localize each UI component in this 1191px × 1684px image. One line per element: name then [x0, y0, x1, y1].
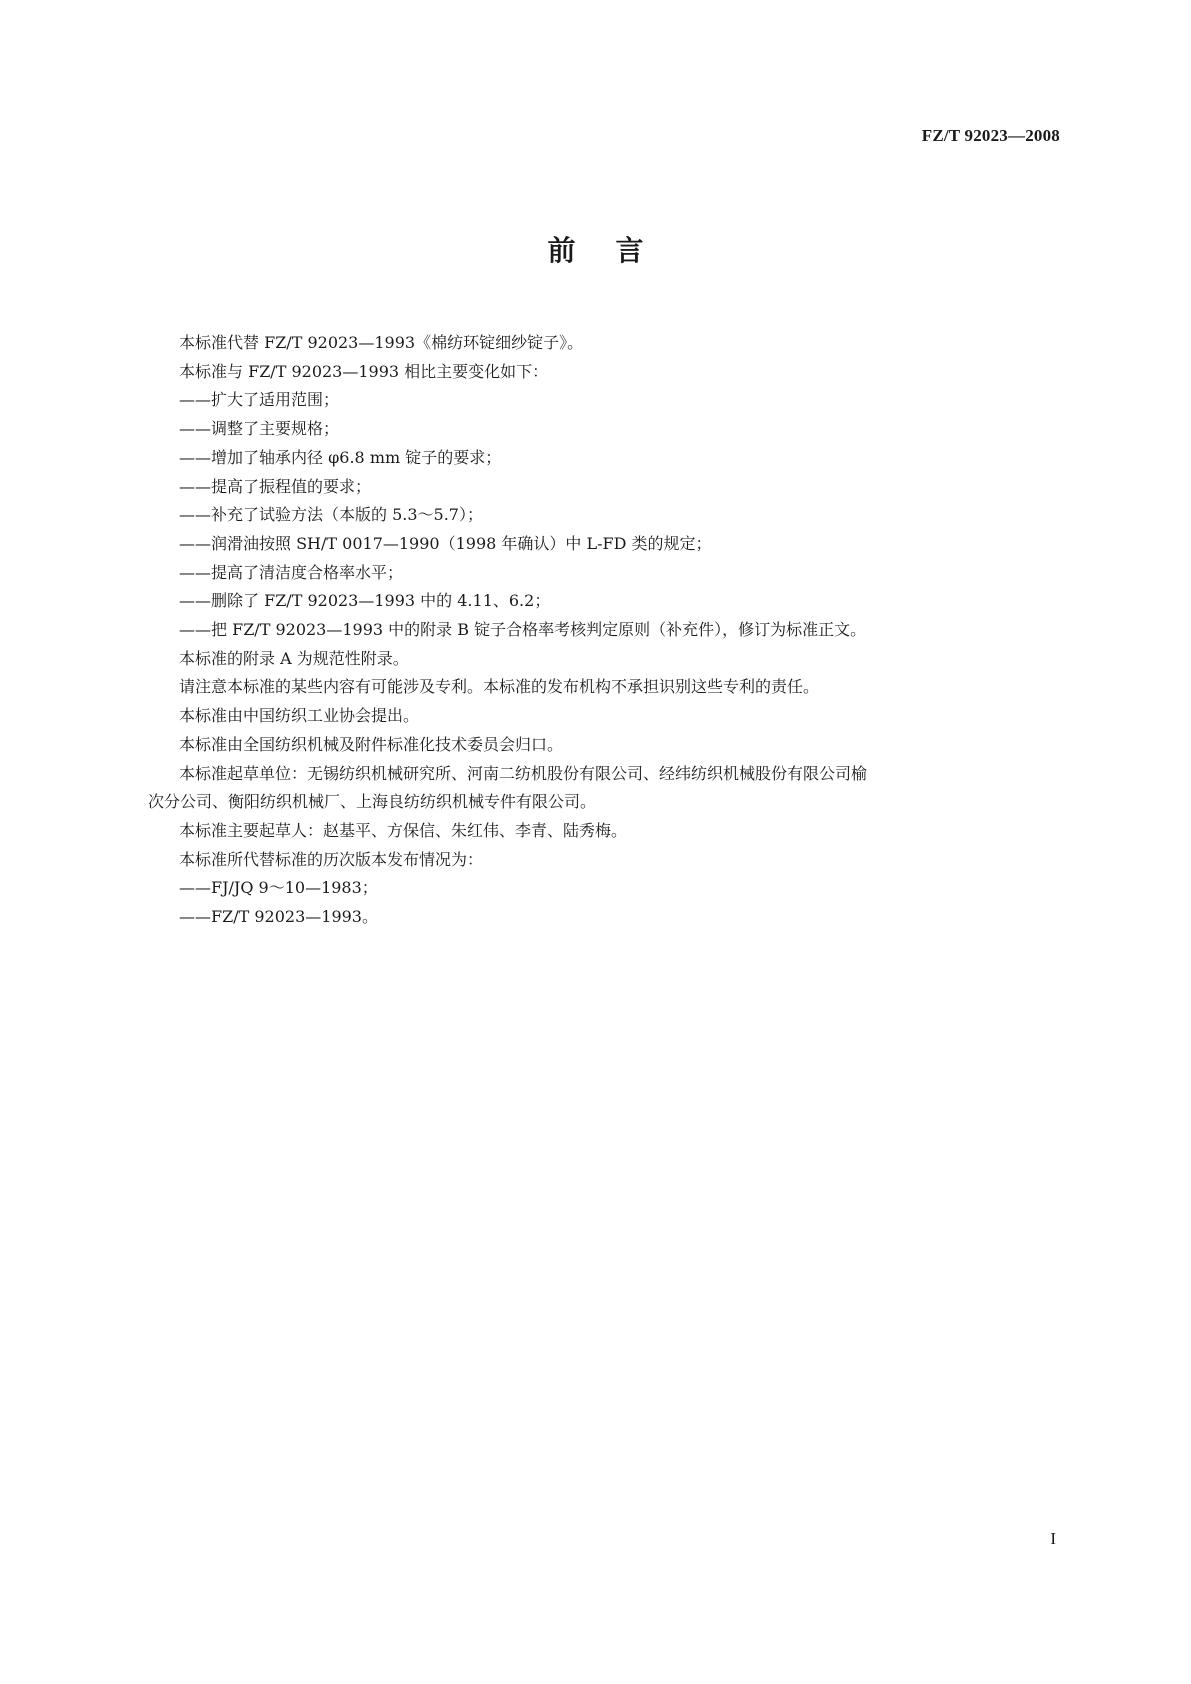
paragraph-changes-intro: 本标准与 FZ/T 92023—1993 相比主要变化如下： — [179, 361, 549, 381]
history-item: ——FJ/JQ 9～10—1983； — [179, 878, 378, 898]
paragraph-replaces: 本标准代替 FZ/T 92023—1993《棉纺环锭细纱锭子》。 — [179, 333, 584, 352]
paragraph-drafters: 本标准主要起草人：赵基平、方保信、朱红伟、李青、陆秀梅。 — [179, 820, 628, 840]
paragraph-committee: 本标准由全国纺织机械及附件标准化技术委员会归口。 — [179, 734, 564, 754]
change-item: ——调整了主要规格； — [179, 419, 340, 439]
change-item: ——提高了清洁度合格率水平； — [179, 562, 404, 582]
change-item: ——扩大了适用范围； — [179, 390, 340, 410]
foreword-body — [148, 329, 1058, 932]
standard-code: FZ/T 92023—2008 — [921, 126, 1060, 145]
paragraph-patent-notice: 请注意本标准的某些内容有可能涉及专利。本标准的发布机构不承担识别这些专利的责任。 — [179, 677, 820, 697]
change-item: ——把 FZ/T 92023—1993 中的附录 B 锭子合格率考核判定原则（补充件），修订为标准正文。 — [179, 620, 867, 640]
paragraph-history-intro: 本标准所代替标准的历次版本发布情况为： — [179, 849, 484, 869]
page-number: I — [1050, 1529, 1056, 1548]
change-item: ——提高了振程值的要求； — [179, 476, 372, 496]
page-title: 前言 — [547, 234, 684, 267]
paragraph-proposer: 本标准由中国纺织工业协会提出。 — [179, 706, 420, 726]
history-item: ——FZ/T 92023—1993。 — [179, 907, 378, 927]
change-item: ——润滑油按照 SH/T 0017—1990（1998 年确认）中 L-FD 类的规定； — [179, 533, 712, 553]
paragraph-drafting-units-cont: 次分公司、衡阳纺织机械厂、上海良纺纺织机械专件有限公司。 — [148, 792, 597, 812]
paragraph-drafting-units: 本标准起草单位：无锡纺织机械研究所、河南二纺机股份有限公司、经纬纺织机械股份有限公司榆 — [179, 763, 868, 783]
paragraph-appendix: 本标准的附录 A 为规范性附录。 — [179, 648, 409, 668]
change-item: ——删除了 FZ/T 92023—1993 中的 4.11、6.2； — [179, 591, 551, 611]
change-item: ——补充了试验方法（本版的 5.3～5.7）； — [179, 505, 483, 525]
change-item: ——增加了轴承内径 φ6.8 mm 锭子的要求； — [179, 447, 502, 467]
